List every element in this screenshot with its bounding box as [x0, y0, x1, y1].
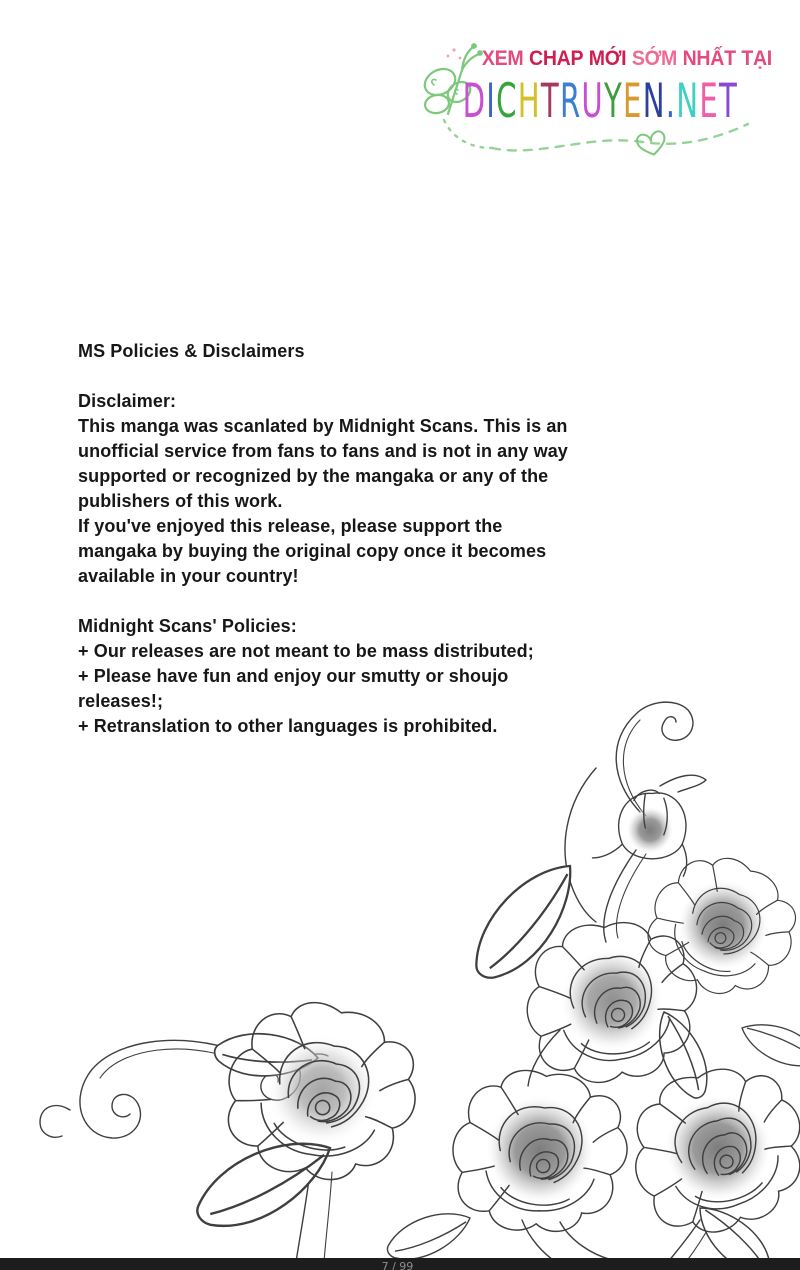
site-name: DICHTRUYEN.NET [462, 74, 737, 129]
page-indicator: 7 / 99 [381, 1260, 414, 1270]
rose-illustration [0, 680, 800, 1262]
site-tagline: XEM CHAP MỚI SỚM NHẤT TẠI [481, 47, 772, 70]
sparkle-dots [447, 48, 462, 59]
reader-footer-bar[interactable] [0, 1258, 800, 1270]
rose-shading [266, 806, 772, 1205]
disclaimer-text: MS Policies & Disclaimers Disclaimer: This manga was scanlated by Midnight Scans. This is an unofficial service from fans to fans and is not in any way supported or recognized by the mangaka or any of the publishers of this work. If you've enjoyed this release, please support the mangaka by buying the original copy once it becomes available in your country! Midnight Scans' Policies: + Our releases are not meant to be mass distributed; + Please have fun and enjoy our smutty or shoujo releases!; + Retranslation to other languages is prohibited. [78, 341, 568, 736]
